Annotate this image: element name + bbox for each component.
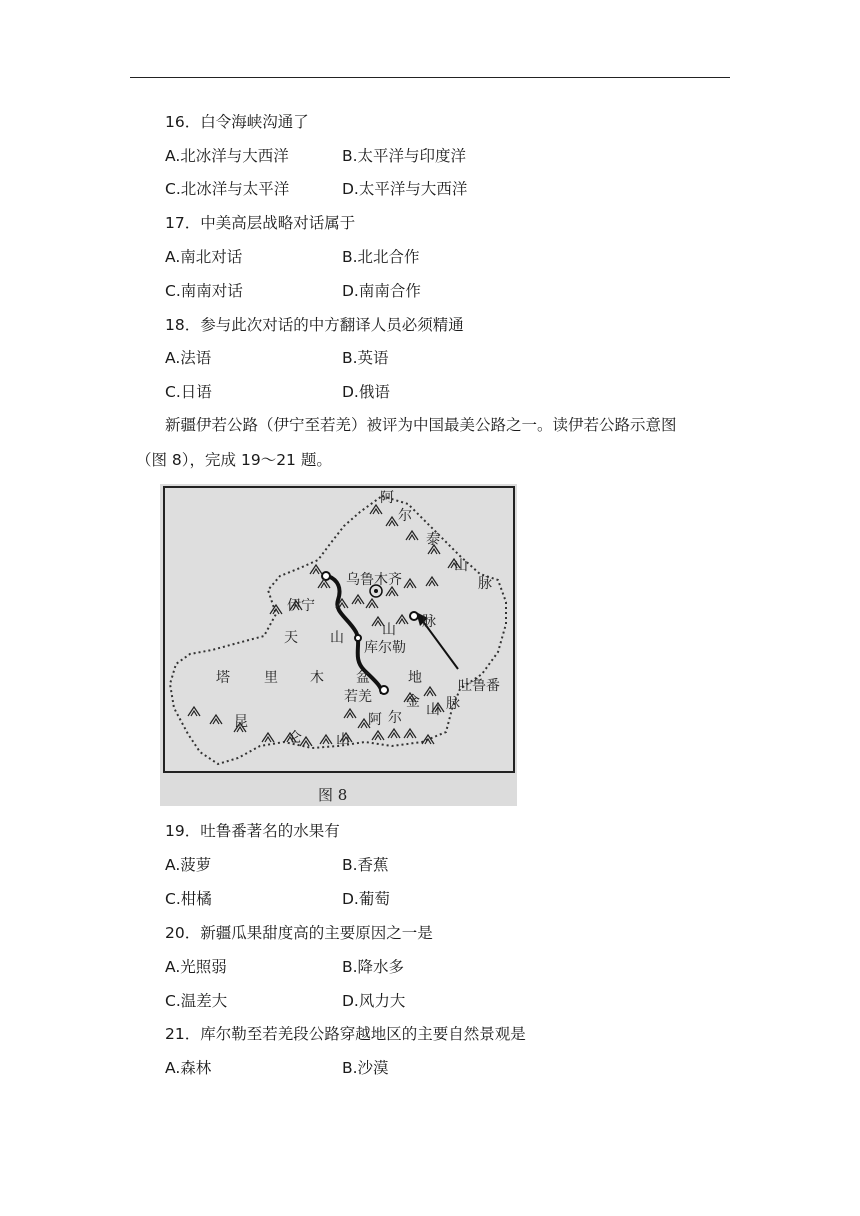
question-16-option-b[interactable]: B.太平洋与印度洋: [342, 147, 467, 165]
question-21-option-b[interactable]: B.沙漠: [342, 1059, 389, 1077]
question-20-option-d[interactable]: D.风力大: [342, 992, 406, 1010]
question-16-option-a[interactable]: A.北冰洋与大西洋: [165, 147, 289, 165]
question-19-option-c[interactable]: C.柑橘: [165, 890, 212, 908]
xinjiang-map-figure: [160, 484, 517, 806]
map-label-tianshan-2: 山: [330, 630, 344, 646]
question-16-stem: 16．白令海峡沟通了: [165, 113, 309, 131]
question-19-option-b[interactable]: B.香蕉: [342, 856, 389, 874]
map-label-urumqi: 乌鲁木齐: [346, 572, 402, 588]
question-16-option-d[interactable]: D.太平洋与大西洋: [342, 180, 468, 198]
map-label-altun-1: 阿: [368, 712, 382, 728]
map-label-kunlun-3: 山: [336, 732, 350, 748]
map-label-altai-4: 山: [454, 558, 468, 574]
question-18-option-b[interactable]: B.英语: [342, 349, 389, 367]
map-label-altai-1: 阿: [380, 490, 394, 506]
question-17-option-a[interactable]: A.南北对话: [165, 248, 243, 266]
xinjiang-map: [160, 484, 517, 806]
map-label-tianshan-1: 天: [284, 630, 298, 646]
question-18-option-c[interactable]: C.日语: [165, 383, 212, 401]
figure-caption: 图 8: [318, 786, 348, 804]
question-17-option-b[interactable]: B.北北合作: [342, 248, 420, 266]
map-label-turpan: 吐鲁番: [458, 678, 500, 694]
question-20-stem: 20．新疆瓜果甜度高的主要原因之一是: [165, 924, 433, 942]
question-18-option-d[interactable]: D.俄语: [342, 383, 390, 401]
map-label-altai-5: 脉: [478, 576, 492, 592]
question-19-option-a[interactable]: A.菠萝: [165, 856, 212, 874]
passage-line-2: （图 8），完成 19～21 题。: [136, 451, 332, 469]
map-label-kunlun-2: 仑: [288, 730, 302, 746]
turpan-marker: [410, 612, 418, 620]
map-label-tarim-5: 地: [408, 670, 422, 686]
question-17-option-d[interactable]: D.南南合作: [342, 282, 421, 300]
map-label-altun-2: 尔: [388, 710, 402, 726]
yining-marker: [322, 572, 330, 580]
map-label-tarim-3: 木: [310, 670, 324, 686]
question-18-option-a[interactable]: A.法语: [165, 349, 212, 367]
question-20-option-a[interactable]: A.光照弱: [165, 958, 227, 976]
map-label-tianshan-3: 山: [382, 622, 396, 638]
map-label-tianshan-4: 脉: [422, 614, 436, 630]
map-label-tarim-4: 盆: [356, 670, 370, 686]
question-18-stem: 18．参与此次对话的中方翻译人员必须精通: [165, 316, 464, 334]
question-21-stem: 21．库尔勒至若羌段公路穿越地区的主要自然景观是: [165, 1025, 526, 1043]
map-label-altai-2: 尔: [398, 508, 412, 524]
question-16-option-c[interactable]: C.北冰洋与太平洋: [165, 180, 290, 198]
map-label-tarim-1: 塔: [216, 670, 230, 686]
map-label-korla: 库尔勒: [364, 640, 406, 656]
map-label-kunlun-1: 昆: [234, 714, 248, 730]
question-19-stem: 19．吐鲁番著名的水果有: [165, 822, 340, 840]
map-label-yining: 伊宁: [287, 598, 315, 614]
map-label-tarim-2: 里: [264, 670, 278, 686]
question-21-option-a[interactable]: A.森林: [165, 1059, 212, 1077]
map-label-altun-5: 脉: [446, 696, 460, 712]
map-label-ruoqiang: 若羌: [344, 689, 372, 705]
question-17-option-c[interactable]: C.南南对话: [165, 282, 243, 300]
ruoqiang-marker: [380, 686, 388, 694]
korla-marker: [355, 635, 361, 641]
question-20-option-b[interactable]: B.降水多: [342, 958, 405, 976]
question-19-option-d[interactable]: D.葡萄: [342, 890, 390, 908]
map-label-altai-3: 泰: [426, 532, 440, 548]
passage-line-1: 新疆伊若公路（伊宁至若羌）被评为中国最美公路之一。读伊若公路示意图: [165, 416, 677, 434]
question-20-option-c[interactable]: C.温差大: [165, 992, 228, 1010]
question-17-stem: 17．中美高层战略对话属于: [165, 214, 356, 232]
map-label-altun-4: 山: [426, 702, 440, 718]
map-label-altun-3: 金: [406, 694, 420, 710]
header-rule: [130, 77, 730, 78]
